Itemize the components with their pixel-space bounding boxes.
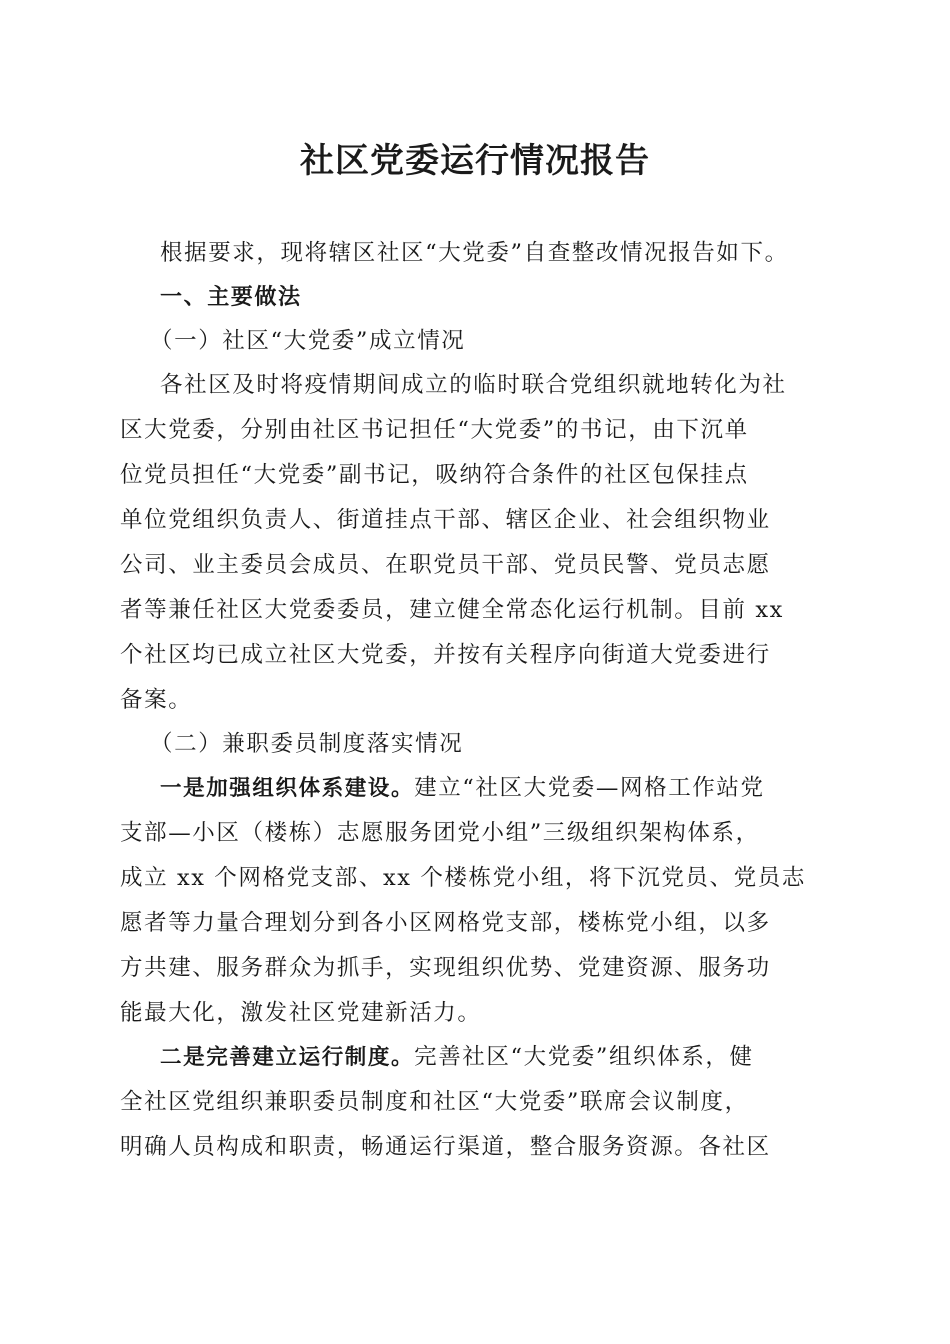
paragraph-line: 支部—小区（楼栋）志愿服务团党小组”三级组织架构体系，: [120, 820, 760, 846]
paragraph-line: 方共建、服务群众为抓手，实现组织优势、党建资源、服务功: [120, 955, 771, 981]
paragraph-line: [160, 1042, 754, 1073]
paragraph-line: 备案。: [120, 687, 193, 713]
paragraph-line: 能最大化，激发社区党建新活力。: [120, 1000, 482, 1026]
document-title: 社区党委运行情况报告: [300, 141, 650, 181]
point-text: 建立“社区大党委—网格工作站党: [414, 775, 765, 801]
paragraph-line: 者等兼任社区大党委委员，建立健全常态化运行机制。目前 xx: [120, 597, 784, 623]
paragraph-line: 个社区均已成立社区大党委，并按有关程序向街道大党委进行: [120, 642, 771, 668]
paragraph-line: 各社区及时将疫情期间成立的临时联合党组织就地转化为社: [160, 372, 787, 398]
paragraph-line: 成立 xx 个网格党支部、xx 个楼栋党小组，将下沉党员、党员志: [120, 865, 806, 891]
point-text: 完善社区“大党委”组织体系，健: [414, 1044, 754, 1070]
paragraph-line: 区大党委，分别由社区书记担任“大党委”的书记，由下沉单: [120, 417, 749, 443]
subheading-part-time-members: （二）兼职委员制度落实情况: [150, 731, 464, 757]
paragraph-line: 位党员担任“大党委”副书记，吸纳符合条件的社区包保挂点: [120, 462, 749, 488]
point-lead: 一是加强组织体系建设。: [160, 776, 415, 801]
point-lead: 二是完善建立运行制度。: [160, 1045, 415, 1070]
paragraph-line: 全社区党组织兼职委员制度和社区“大党委”联席会议制度，: [120, 1089, 749, 1115]
paragraph-line: [160, 773, 765, 804]
intro-paragraph: 根据要求，现将辖区社区“大党委”自查整改情况报告如下。: [160, 240, 789, 266]
paragraph-line: 公司、业主委员会成员、在职党员干部、党员民警、党员志愿: [120, 552, 771, 578]
paragraph-line: 明确人员构成和职责，畅通运行渠道，整合服务资源。各社区: [120, 1134, 771, 1160]
paragraph-line: 单位党组织负责人、街道挂点干部、辖区企业、社会组织物业: [120, 507, 771, 533]
section-heading-main-practices: 一、主要做法: [160, 285, 302, 310]
subheading-party-committee-establishment: （一）社区“大党委”成立情况: [150, 328, 466, 354]
paragraph-line: 愿者等力量合理划分到各小区网格党支部，楼栋党小组，以多: [120, 910, 771, 936]
